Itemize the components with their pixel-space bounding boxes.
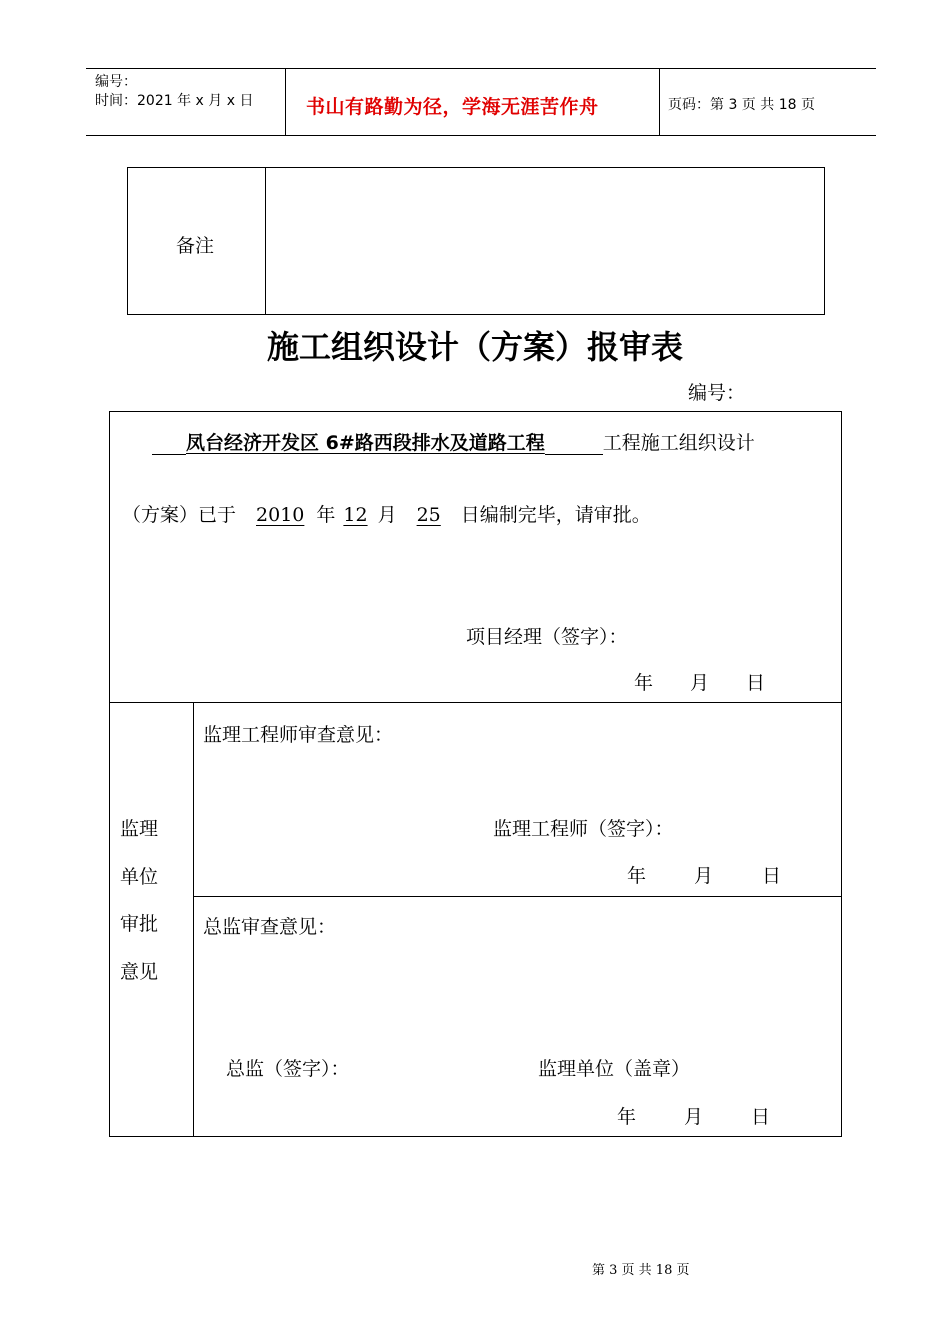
pm-date-month: 月 xyxy=(690,672,710,694)
submission-year: 2010 xyxy=(256,504,305,526)
header-divider-left xyxy=(285,68,286,136)
form-divider-supervision xyxy=(193,896,841,897)
submission-line-2 xyxy=(122,500,651,527)
submission-day: 25 xyxy=(416,504,441,526)
remarks-table xyxy=(127,167,825,315)
pm-signature-label: 项目经理（签字）： xyxy=(466,626,628,648)
submission-tail: 日编制完毕，请审批。 xyxy=(460,504,651,526)
footer-page-number: 第 3 页 共 18 页 xyxy=(592,1263,690,1278)
chief-date-month: 月 xyxy=(684,1106,704,1128)
side-label-2: 单位 xyxy=(120,866,159,888)
form-divider-main xyxy=(110,702,841,703)
remarks-divider xyxy=(265,168,266,314)
header-bottom-rule xyxy=(86,135,876,136)
side-label-4: 意见 xyxy=(120,961,159,983)
remarks-content-cell[interactable] xyxy=(268,170,820,312)
header-page-label: 页码：第 3 页 共 18 页 xyxy=(668,97,815,113)
header-top-rule xyxy=(86,68,876,69)
chief-date-year: 年 xyxy=(617,1106,637,1128)
header-serial-label: 编号： xyxy=(95,74,137,90)
side-label-1: 监理 xyxy=(120,818,159,840)
engineer-date-month: 月 xyxy=(694,865,714,887)
form-divider-side-column xyxy=(193,702,194,1136)
engineer-date-year: 年 xyxy=(627,865,647,887)
approval-form xyxy=(109,411,842,1137)
side-label-3: 审批 xyxy=(120,913,159,935)
project-underline-lead xyxy=(152,432,186,455)
chief-signature-label: 总监（签字）： xyxy=(226,1058,350,1080)
pm-date-day: 日 xyxy=(746,672,766,694)
submission-month: 12 xyxy=(343,504,368,526)
form-title: 施工组织设计（方案）报审表 xyxy=(266,328,683,366)
chief-opinion-label: 总监审查意见： xyxy=(203,916,337,938)
project-name: 凤台经济开发区 6#路西段排水及道路工程 xyxy=(186,432,545,454)
engineer-date-day: 日 xyxy=(762,865,782,887)
submission-month-unit: 月 xyxy=(377,504,397,526)
chief-date-day: 日 xyxy=(751,1106,771,1128)
submission-year-unit: 年 xyxy=(316,504,336,526)
submission-prefix: （方案）已于 xyxy=(122,504,237,526)
header-time-label: 时间：2021 年 x 月 x 日 xyxy=(95,93,254,109)
submission-line-1 xyxy=(152,428,755,455)
pm-date-year: 年 xyxy=(634,672,654,694)
remarks-label: 备注 xyxy=(176,235,215,257)
submission-suffix: 工程施工组织设计 xyxy=(602,432,755,454)
header-divider-right xyxy=(659,68,660,136)
engineer-opinion-label: 监理工程师审查意见： xyxy=(203,724,394,746)
engineer-signature-label: 监理工程师（签字）： xyxy=(493,818,674,840)
header-motto: 书山有路勤为径，学海无涯苦作舟 xyxy=(306,96,599,118)
project-underline-tail xyxy=(545,432,603,455)
supervision-unit-seal-label: 监理单位（盖章） xyxy=(538,1058,691,1080)
serial-number-label: 编号： xyxy=(688,382,746,404)
